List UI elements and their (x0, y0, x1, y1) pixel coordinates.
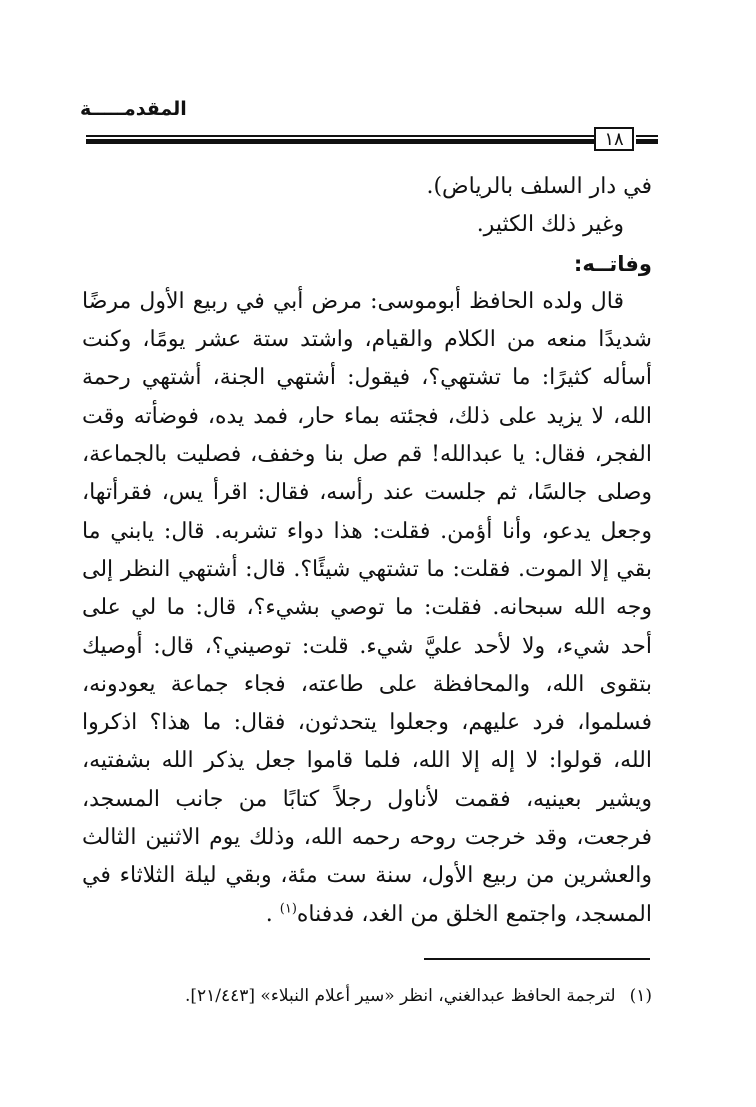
body-line: الله، لا يزيد على ذلك، فجئته بماء حار، فمد يده، فوضأته وقت (82, 403, 652, 429)
body-line: ويشير بعينيه، فقمت لأناول رجلاً كتابًا من جانب المسجد، (82, 786, 652, 812)
body-line: بقي إلا الموت. فقلت: ما تشتهي شيئًا؟. قال: أشتهي النظر إلى (82, 556, 652, 582)
footnote-number: (١) (629, 986, 652, 1006)
body-line: وجعل يدعو، وأنا أؤمن. فقلت: هذا دواء تشربه. قال: يابني ما (82, 518, 652, 544)
body-line: أحد شيء، ولا لأحد عليَّ شيء. قلت: توصيني؟، قال: أوصيك (82, 633, 652, 659)
body-line: قال ولده الحافظ أبوموسى: مرض أبي في ربيع الأول مرضًا (82, 288, 624, 314)
body-line: وصلى جالسًا، ثم جلست عند رأسه، فقال: اقرأ يس، فقرأتها، (82, 480, 652, 506)
body-line: الفجر، فقال: يا عبدالله! قم صل بنا وخفف، فصليت بالجماعة، (82, 442, 652, 468)
body-line: فسلموا، فرد عليهم، وجعلوا يتحدثون، فقال: ما هذا؟ اذكروا (82, 710, 652, 736)
body-line: وجه الله سبحانه. فقلت: ما توصي بشيء؟، قال: ما لي على (82, 595, 652, 621)
header-rule-thick (86, 139, 594, 144)
footnote-text: لترجمة الحافظ عبدالغني، انظر «سير أعلام النبلاء» [٢١/٤٤٣]. (184, 986, 616, 1006)
body-line: وغير ذلك الكثير. (476, 212, 624, 238)
body-line: الله، قولوا: لا إله إلا الله، فلما قاموا جعل يذكر الله بشفتيه، (82, 748, 652, 774)
body-line: شديدًا منعه من الكلام والقيام، واشتد ستة عشر يومًا، وكنت (82, 327, 652, 353)
header-rule-right-thick (636, 139, 658, 144)
body-line-last (82, 896, 652, 934)
running-header-title: المقدمـــــة (80, 98, 187, 120)
footnote (92, 983, 652, 1009)
page-number-box: ١٨ (594, 127, 634, 151)
body-line: والعشرين من ربيع الأول، سنة ست مئة، وبقي ليلة الثلاثاء في (82, 863, 652, 889)
body-line: في دار السلف بالرياض). (426, 174, 652, 199)
body-line-last-text: المسجد، واجتمع الخلق من الغد، فدفناه (296, 901, 652, 927)
header-rule-thin (86, 135, 594, 137)
header-rule-right-thin (636, 135, 658, 137)
body-line: أسأله كثيرًا: ما تشتهي؟، فيقول: أشتهي الجنة، أشتهي رحمة (82, 365, 652, 391)
body-text (82, 168, 652, 934)
section-heading: وفاتــه: (573, 251, 652, 276)
body-line: بتقوى الله، والمحافظة على طاعته، فجاء جماعة يعودونه، (82, 671, 652, 697)
final-period: . (265, 901, 273, 927)
footnote-separator (424, 958, 650, 960)
footnote-marker: (١) (279, 901, 297, 917)
body-line: فرجعت، وقد خرجت روحه رحمه الله، وذلك يوم الاثنين الثالث (82, 825, 652, 851)
